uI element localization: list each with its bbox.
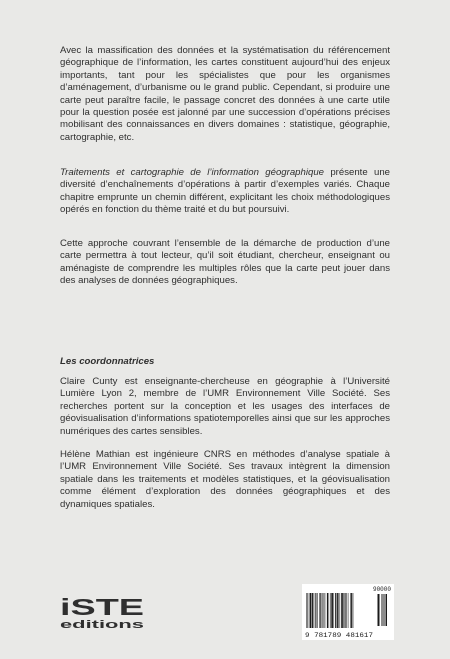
intro-paragraph-1: [60, 45, 390, 151]
barcode-addon-bar: [385, 594, 386, 626]
barcode-bar: [350, 593, 351, 628]
barcode-price-code: 90000: [372, 586, 391, 593]
barcode-bar: [320, 593, 321, 628]
intro-paragraph-2: [60, 167, 390, 224]
barcode-bar: [346, 593, 347, 628]
barcode-bar: [309, 593, 310, 628]
bio-text: Hélène Mathian est ingénieure CNRS en méthodes d’analyse spatiale à l’UMR Environnement Ville Société. Ses travaux intègrent la dimension spatiale dans les traitements et modèles statistiques, et la géovisualisation comme élément d’exploration des données géographiques et des dynamiques spatiales.: [60, 449, 390, 510]
paragraph-text: Cette approche couvrant l’ensemble de la démarche de production d’une carte permettra à tout lecteur, qu’il soit étudiant, chercheur, enseignant ou aménagiste de comprendre les multiples rôles que la carte peut jouer dans des analyses de données géographiques.: [60, 238, 390, 287]
barcode-addon-bar: [380, 594, 381, 626]
barcode-bar: [323, 593, 324, 628]
coordinators-heading: Les coordonnatrices: [60, 356, 155, 367]
barcode-bar: [319, 593, 320, 628]
barcode-bar: [306, 593, 307, 628]
barcode-bar: [341, 593, 343, 628]
barcode-bar: [340, 593, 341, 628]
paragraph-text: [60, 167, 390, 217]
barcode-addon-bar: [386, 594, 387, 626]
bio-helene-mathian: [60, 449, 390, 518]
barcode-bar: [351, 593, 352, 628]
barcode-bar: [324, 593, 325, 628]
barcode-bar: [330, 593, 331, 628]
barcode-addon-bar: [381, 594, 382, 626]
barcode-bar: [345, 593, 346, 628]
barcode-bar: [327, 593, 328, 628]
paragraph-rest: présente une diversité d’enchaînements d’opérations à partir d’exemples variés. Chaque chapitre emprunte un chemin différent, explicitant les choix méthodologiques opérés en fonction du thème traité et du but poursuivi.: [60, 167, 390, 216]
book-title: Traitements et cartographie de l’information géographique: [60, 167, 324, 178]
barcode-addon-bar: [377, 594, 378, 626]
bio-claire-cunty: [60, 376, 390, 445]
barcode-bar: [348, 593, 349, 628]
iste-editions-logo: [60, 595, 156, 631]
barcode-bar: [335, 593, 336, 628]
paragraph-text: Avec la massification des données et la systématisation du référencement géographique de l’information, les cartes constituent aujourd’hui des enjeux importants, tant pour les spécialistes que pour les organismes d’aménagement, d’urbanisme ou le grand public. Cependant, si produire une carte peut paraître facile, le passage concret des données à une carte utile pour la question posée est jalonné par une succession d’opérations précises mobilisant des connaissances en divers domaines : statistique, géographie, cartographie, etc.: [60, 45, 390, 143]
barcode-addon-bars: [377, 594, 387, 626]
bio-text: Claire Cunty est enseignante-chercheuse en géographie à l’Université Lumière Lyon 2, membre de l’UMR Environnement Ville Société. Ses recherches portent sur la conception et les usages des interfaces de géovisualisation d’informations spatiotemporelles ainsi que sur les approches numériques des cartes sensibles.: [60, 376, 390, 437]
barcode-bar: [338, 593, 339, 628]
barcode-addon-bar: [382, 594, 383, 626]
intro-paragraph-3: [60, 238, 390, 295]
logo-wordmark: iSTE: [60, 595, 144, 620]
barcode-bar: [315, 593, 316, 628]
barcode-bar: [331, 593, 333, 628]
barcode-bar: [317, 593, 318, 628]
barcode-bar: [353, 593, 354, 628]
barcode-bar: [314, 593, 315, 628]
barcode-bar: [337, 593, 338, 628]
barcode-bar: [312, 593, 313, 628]
barcode-bar: [307, 593, 308, 628]
barcode-addon-bar: [384, 594, 385, 626]
barcode-addon-bar: [378, 594, 379, 626]
isbn-barcode: [302, 584, 394, 640]
barcode-isbn-digits: 9 781789 481617: [305, 632, 374, 639]
barcode-bar: [334, 593, 335, 628]
logo-subtitle: editions: [60, 619, 144, 631]
barcode-bar: [310, 593, 312, 628]
barcode-bar: [325, 593, 326, 628]
barcode-bar: [343, 593, 344, 628]
barcode-bar: [329, 593, 330, 628]
